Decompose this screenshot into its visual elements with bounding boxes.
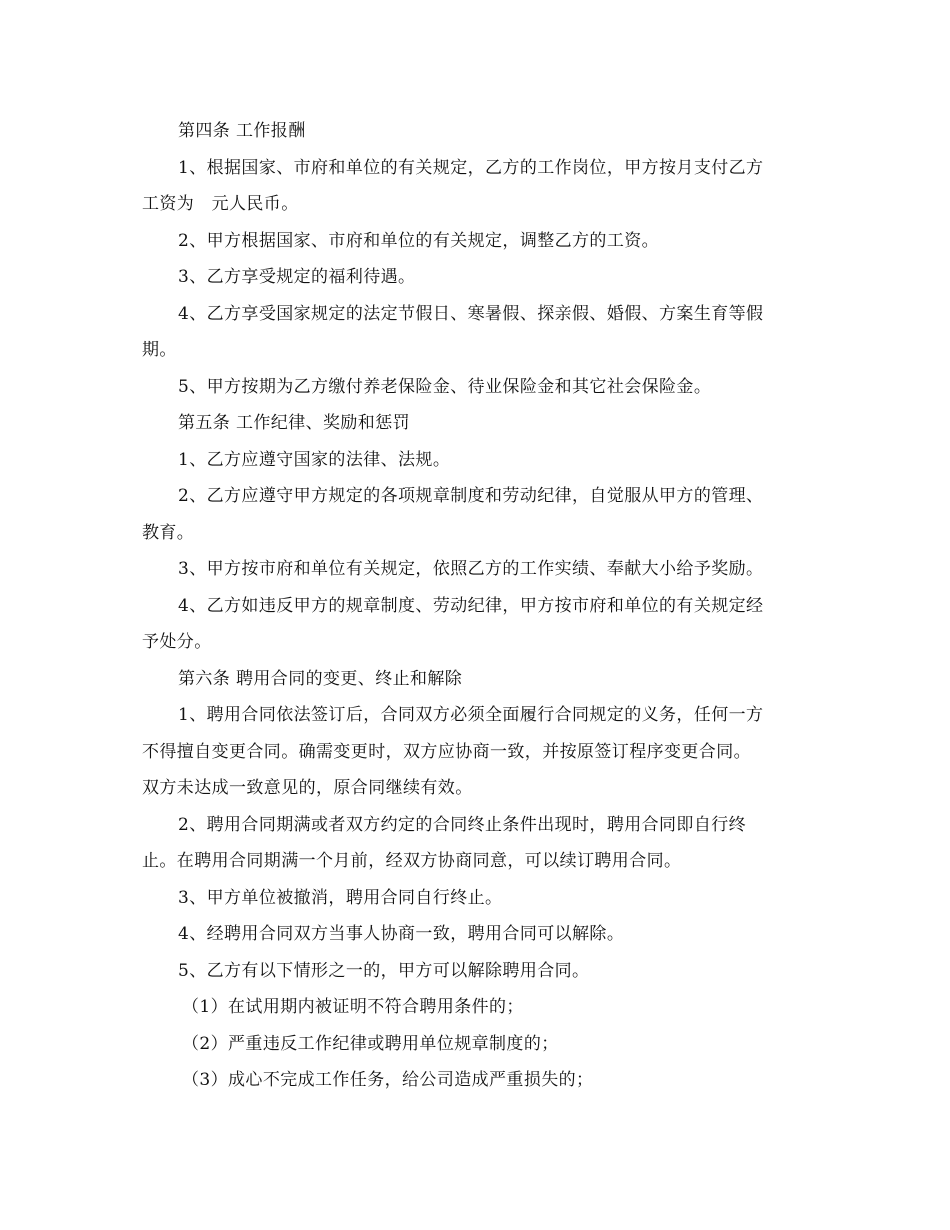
- paragraph-line: 工资为 元人民币。: [142, 194, 299, 214]
- paragraph-line: 2、聘用合同期满或者双方约定的合同终止条件出现时，聘用合同即自行终: [178, 814, 747, 835]
- paragraph-line: 2、乙方应遵守甲方规定的各项规章制度和劳动纪律，自觉服从甲方的管理、: [178, 486, 764, 506]
- list-item: （3）成心不完成工作任务，给公司造成严重损失的；: [182, 1070, 594, 1090]
- paragraph-line: 3、乙方享受规定的福利待遇。: [178, 267, 416, 287]
- paragraph-line: 4、经聘用合同双方当事人协商一致，聘用合同可以解除。: [178, 924, 625, 944]
- paragraph-line: 5、乙方有以下情形之一的，甲方可以解除聘用合同。: [178, 960, 590, 981]
- paragraph-line: 双方未达成一致意见的，原合同继续有效。: [142, 778, 473, 798]
- paragraph-line: 止。在聘用合同期满一个月前，经双方协商同意，可以续订聘用合同。: [142, 851, 682, 871]
- paragraph-line: 予处分。: [142, 632, 212, 652]
- paragraph-line: 1、乙方应遵守国家的法律、法规。: [178, 449, 451, 470]
- paragraph-line: 1、根据国家、市府和单位的有关规定，乙方的工作岗位，甲方按月支付乙方: [178, 157, 764, 178]
- list-item: （1）在试用期内被证明不符合聘用条件的；: [182, 997, 524, 1017]
- article-5-heading: 第五条 工作纪律、奖励和惩罚: [178, 413, 411, 433]
- paragraph-line: 4、乙方享受国家规定的法定节假日、寒暑假、探亲假、婚假、方案生育等假: [178, 303, 764, 324]
- paragraph-line: 3、甲方单位被撤消，聘用合同自行终止。: [178, 887, 503, 908]
- article-4-heading: 第四条 工作报酬: [178, 121, 306, 141]
- paragraph-line: 教育。: [142, 522, 195, 543]
- paragraph-line: 4、乙方如违反甲方的规章制度、劳动纪律，甲方按市府和单位的有关规定经: [178, 595, 764, 616]
- paragraph-line: 2、甲方根据国家、市府和单位的有关规定，调整乙方的工资。: [178, 230, 660, 251]
- paragraph-line: 期。: [142, 340, 177, 360]
- paragraph-line: 5、甲方按期为乙方缴付养老保险金、待业保险金和其它社会保险金。: [178, 376, 712, 397]
- paragraph-line: 不得擅自变更合同。确需变更时，双方应协商一致，并按原签订程序变更合同。: [142, 741, 751, 762]
- paragraph-line: 3、甲方按市府和单位有关规定，依照乙方的工作实绩、奉献大小给予奖励。: [178, 559, 764, 579]
- paragraph-line: 1、聘用合同依法签订后，合同双方必须全面履行合同规定的义务，任何一方: [178, 705, 764, 725]
- article-6-heading: 第六条 聘用合同的变更、终止和解除: [178, 668, 463, 689]
- list-item: （2）严重违反工作纪律或聘用单位规章制度的；: [182, 1033, 559, 1054]
- document-body: [142, 113, 806, 1099]
